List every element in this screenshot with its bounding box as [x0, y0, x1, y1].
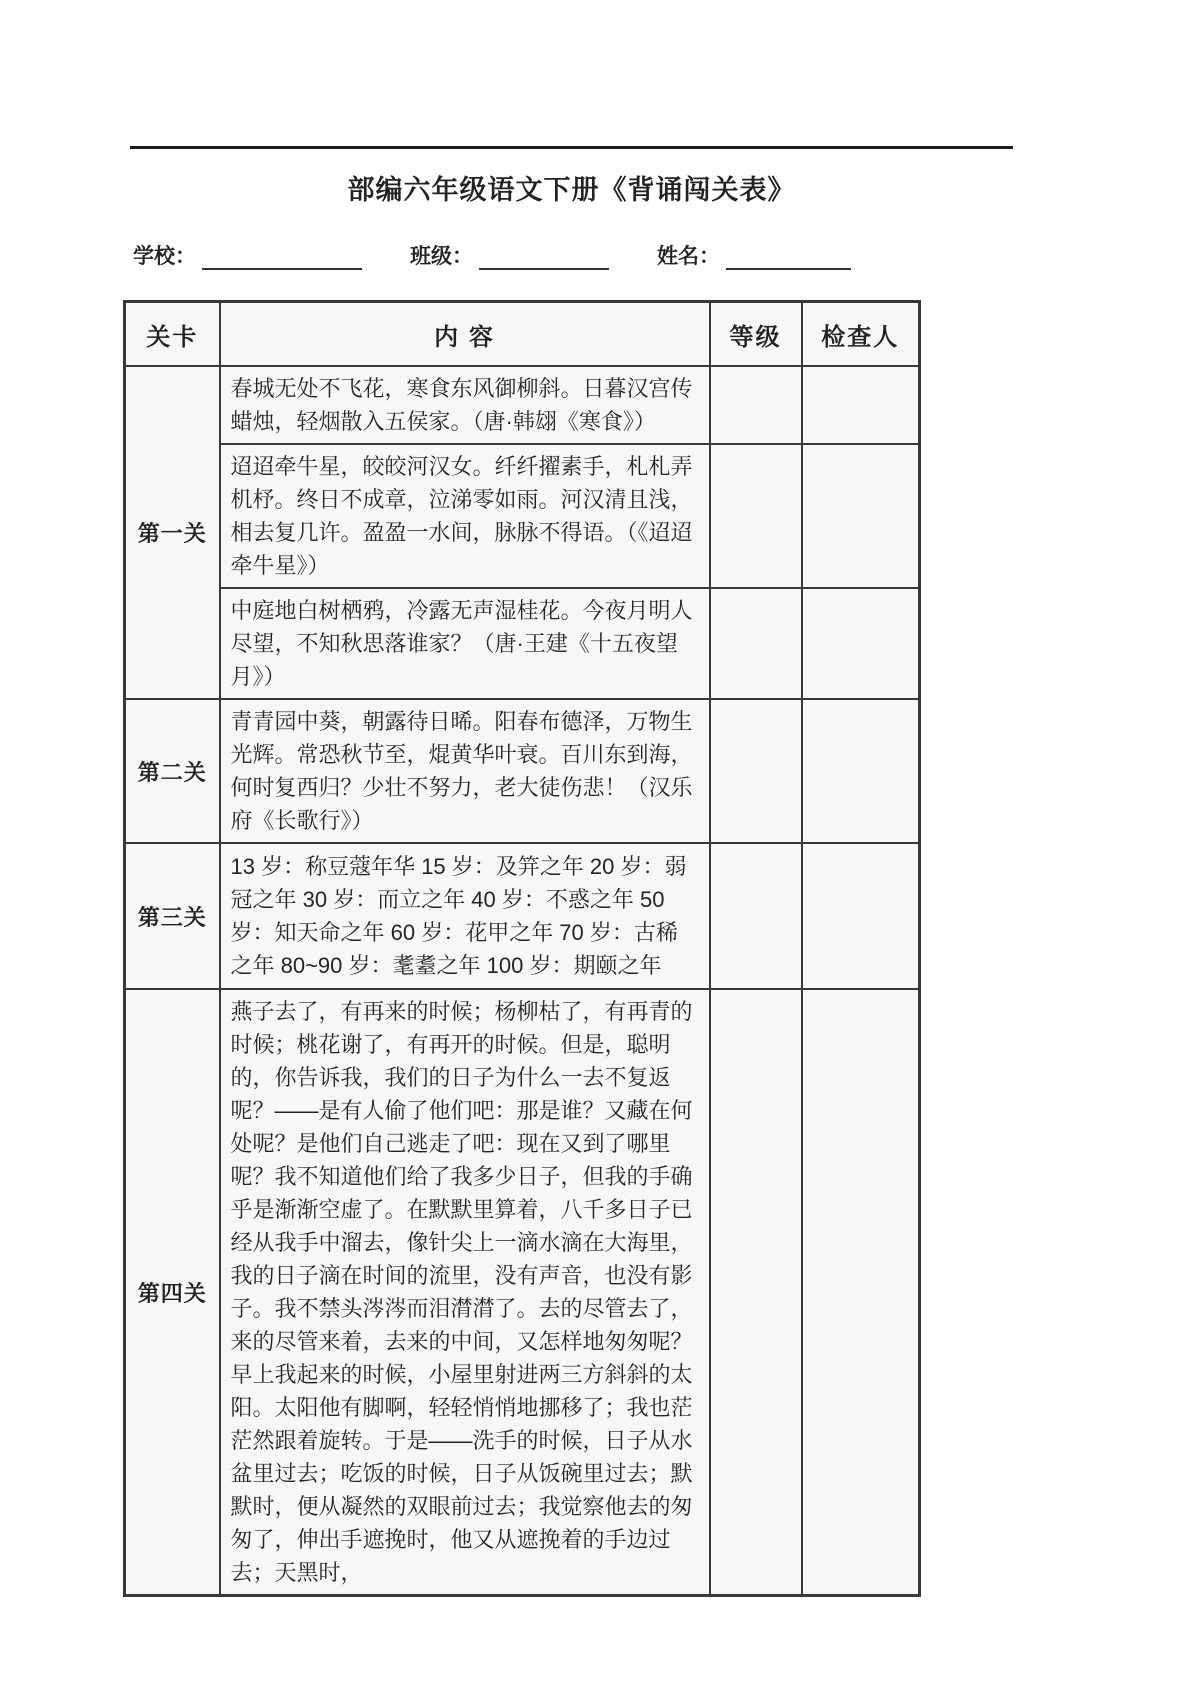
school-field-label: 学校： — [133, 245, 196, 268]
table-header-row — [125, 302, 920, 367]
header-cell-checker: 检查人 — [802, 302, 920, 367]
top-rule-divider — [130, 146, 1013, 149]
name-field-blank — [726, 246, 851, 270]
grade-cell — [710, 444, 802, 588]
class-field — [410, 240, 609, 270]
checker-cell — [802, 699, 920, 843]
checker-cell — [802, 843, 920, 989]
school-field-blank — [202, 246, 362, 270]
table-row — [125, 444, 920, 588]
header-cell-content: 内 容 — [220, 302, 710, 367]
checker-cell — [802, 588, 920, 699]
level-cell-2: 第二关 — [125, 699, 220, 843]
grade-cell — [710, 843, 802, 989]
name-field — [657, 240, 851, 270]
table-row — [125, 699, 920, 843]
class-field-label: 班级： — [410, 245, 473, 268]
content-cell: 13 岁：称豆蔻年华 15 岁：及笄之年 20 岁：弱冠之年 30 岁：而立之年 40 岁：不惑之年 50 岁：知天命之年 60 岁：花甲之年 70 岁：古稀之年 80~90 岁：耄耋之年 100 岁：期颐之年 — [220, 843, 710, 989]
checker-cell — [802, 366, 920, 444]
page-title: 部编六年级语文下册《背诵闯关表》 — [347, 175, 796, 205]
school-field — [133, 240, 362, 270]
level-cell-3: 第三关 — [125, 843, 220, 989]
level-cell-4: 第四关 — [125, 989, 220, 1596]
grade-cell — [710, 989, 802, 1596]
recitation-pass-table — [123, 300, 921, 1597]
class-field-blank — [479, 246, 609, 270]
grade-cell — [710, 588, 802, 699]
level-cell-1: 第一关 — [125, 366, 220, 699]
table-row — [125, 843, 920, 989]
content-cell: 青青园中葵，朝露待日晞。阳春布德泽，万物生光辉。常恐秋节至，焜黄华叶衰。百川东到海，何时复西归？少壮不努力，老大徒伤悲！（汉乐府《长歌行》） — [220, 699, 710, 843]
name-field-label: 姓名： — [657, 245, 720, 268]
checker-cell — [802, 444, 920, 588]
table-row — [125, 989, 920, 1596]
header-cell-grade: 等级 — [710, 302, 802, 367]
content-cell: 燕子去了，有再来的时候；杨柳枯了，有再青的时候；桃花谢了，有再开的时候。但是，聪明的，你告诉我，我们的日子为什么一去不复返呢？——是有人偷了他们吧：那是谁？又藏在何处呢？是他们自己逃走了吧：现在又到了哪里呢？我不知道他们给了我多少日子，但我的手确乎是渐渐空虚了。在默默里算着，八千多日子已经从我手中溜去，像针尖上一滴水滴在大海里，我的日子滴在时间的流里，没有声音，也没有影子。我不禁头涔涔而泪潸潸了。去的尽管去了，来的尽管来着，去来的中间，又怎样地匆匆呢？早上我起来的时候，小屋里射进两三方斜斜的太阳。太阳他有脚啊，轻轻悄悄地挪移了；我也茫茫然跟着旋转。于是——洗手的时候，日子从水盆里过去；吃饭的时候，日子从饭碗里过去；默默时，便从凝然的双眼前过去；我觉察他去的匆匆了，伸出手遮挽时，他又从遮挽着的手边过去；天黑时， — [220, 989, 710, 1596]
header-cell-level: 关卡 — [125, 302, 220, 367]
checker-cell — [802, 989, 920, 1596]
table-row — [125, 588, 920, 699]
content-cell: 中庭地白树栖鸦，冷露无声湿桂花。今夜月明人尽望，不知秋思落谁家？（唐·王建《十五夜望月》） — [220, 588, 710, 699]
grade-cell — [710, 366, 802, 444]
content-cell: 春城无处不飞花，寒食东风御柳斜。日暮汉宫传蜡烛，轻烟散入五侯家。（唐·韩翃《寒食》） — [220, 366, 710, 444]
table-row — [125, 366, 920, 444]
content-cell: 迢迢牵牛星，皎皎河汉女。纤纤擢素手，札札弄机杼。终日不成章，泣涕零如雨。河汉清且浅，相去复几许。盈盈一水间，脉脉不得语。（《迢迢牵牛星》） — [220, 444, 710, 588]
info-fields-row — [133, 240, 1033, 270]
grade-cell — [710, 699, 802, 843]
